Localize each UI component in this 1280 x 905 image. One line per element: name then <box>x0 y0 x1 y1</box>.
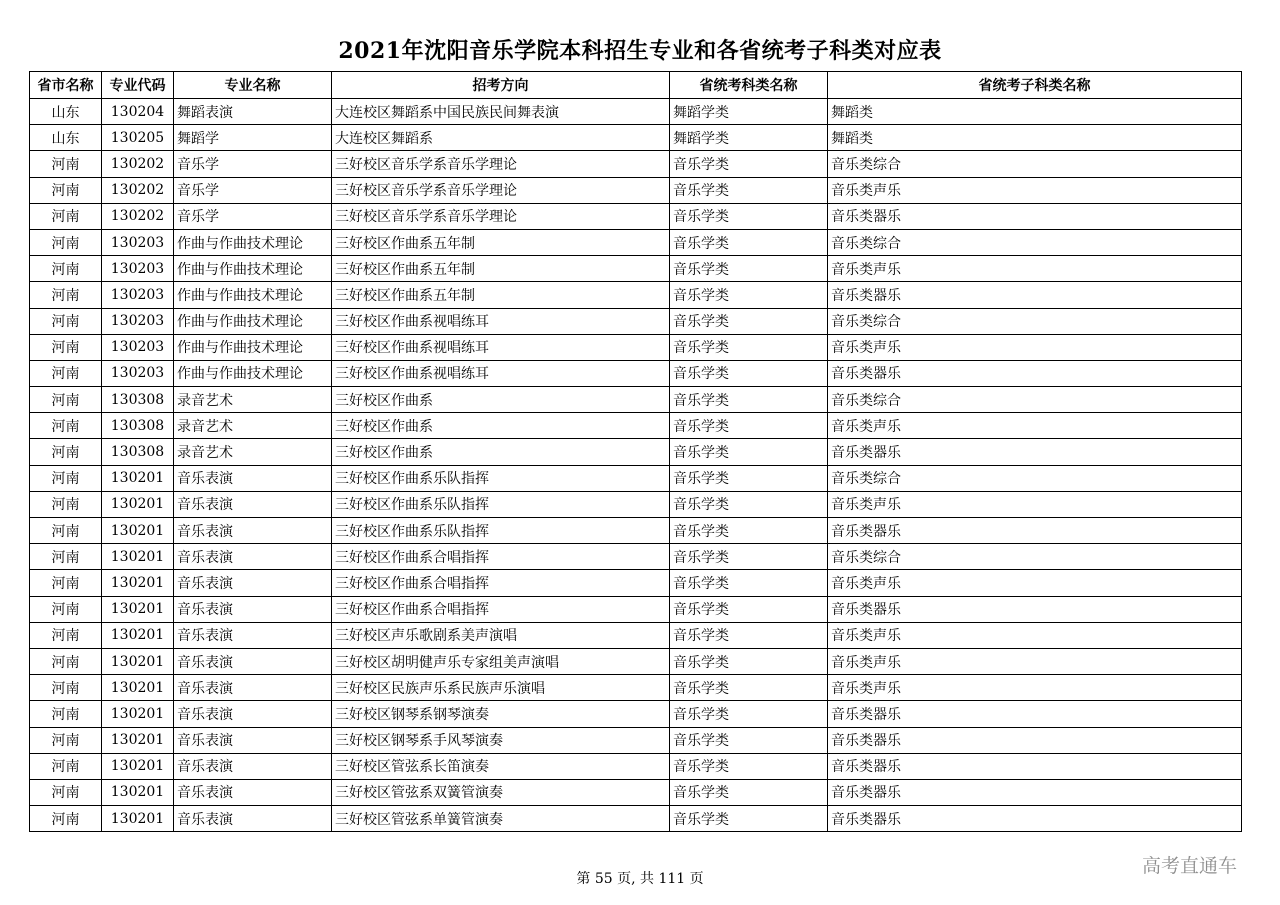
cell-major-code: 130201 <box>102 648 174 674</box>
cell-subcategory: 音乐类声乐 <box>828 648 1242 674</box>
cell-major-code: 130205 <box>102 125 174 151</box>
cell-category: 音乐学类 <box>670 203 828 229</box>
cell-major-code: 130308 <box>102 439 174 465</box>
cell-major-code: 130203 <box>102 334 174 360</box>
cell-major-name: 音乐表演 <box>174 491 332 517</box>
cell-major-name: 作曲与作曲技术理论 <box>174 229 332 255</box>
cell-province: 河南 <box>30 806 102 832</box>
cell-province: 河南 <box>30 177 102 203</box>
cell-province: 河南 <box>30 701 102 727</box>
cell-category: 音乐学类 <box>670 648 828 674</box>
cell-major-code: 130201 <box>102 806 174 832</box>
cell-major-name: 舞蹈学 <box>174 125 332 151</box>
cell-subcategory: 音乐类声乐 <box>828 177 1242 203</box>
cell-subcategory: 音乐类声乐 <box>828 413 1242 439</box>
table-row <box>30 360 1242 386</box>
cell-direction: 三好校区作曲系 <box>332 413 670 439</box>
cell-major-code: 130201 <box>102 491 174 517</box>
cell-major-name: 录音艺术 <box>174 439 332 465</box>
cell-province: 河南 <box>30 753 102 779</box>
cell-category: 音乐学类 <box>670 570 828 596</box>
cell-subcategory: 音乐类器乐 <box>828 203 1242 229</box>
cell-direction: 三好校区作曲系乐队指挥 <box>332 465 670 491</box>
cell-major-name: 音乐学 <box>174 151 332 177</box>
cell-province: 河南 <box>30 622 102 648</box>
cell-subcategory: 音乐类器乐 <box>828 727 1242 753</box>
cell-category: 音乐学类 <box>670 779 828 805</box>
cell-major-name: 作曲与作曲技术理论 <box>174 360 332 386</box>
cell-province: 河南 <box>30 465 102 491</box>
cell-subcategory: 音乐类综合 <box>828 308 1242 334</box>
cell-direction: 三好校区作曲系视唱练耳 <box>332 360 670 386</box>
cell-major-code: 130201 <box>102 701 174 727</box>
cell-subcategory: 音乐类综合 <box>828 229 1242 255</box>
cell-province: 河南 <box>30 518 102 544</box>
cell-major-name: 音乐表演 <box>174 518 332 544</box>
cell-province: 河南 <box>30 151 102 177</box>
table-row <box>30 308 1242 334</box>
cell-major-name: 作曲与作曲技术理论 <box>174 256 332 282</box>
cell-direction: 三好校区作曲系 <box>332 387 670 413</box>
cell-direction: 三好校区钢琴系钢琴演奏 <box>332 701 670 727</box>
cell-major-name: 音乐表演 <box>174 779 332 805</box>
cell-major-code: 130203 <box>102 282 174 308</box>
cell-major-name: 音乐表演 <box>174 806 332 832</box>
cell-major-name: 音乐表演 <box>174 727 332 753</box>
cell-direction: 三好校区民族声乐系民族声乐演唱 <box>332 675 670 701</box>
cell-province: 河南 <box>30 439 102 465</box>
cell-category: 音乐学类 <box>670 544 828 570</box>
cell-major-name: 音乐表演 <box>174 465 332 491</box>
column-header-category: 省统考科类名称 <box>670 72 828 99</box>
cell-direction: 三好校区音乐学系音乐学理论 <box>332 151 670 177</box>
cell-major-code: 130308 <box>102 413 174 439</box>
table-row <box>30 727 1242 753</box>
cell-major-name: 作曲与作曲技术理论 <box>174 282 332 308</box>
cell-subcategory: 音乐类器乐 <box>828 701 1242 727</box>
cell-subcategory: 音乐类声乐 <box>828 334 1242 360</box>
cell-major-code: 130201 <box>102 518 174 544</box>
cell-major-name: 音乐学 <box>174 203 332 229</box>
cell-major-code: 130203 <box>102 308 174 334</box>
cell-category: 音乐学类 <box>670 675 828 701</box>
cell-major-name: 作曲与作曲技术理论 <box>174 334 332 360</box>
cell-direction: 三好校区胡明健声乐专家组美声演唱 <box>332 648 670 674</box>
cell-subcategory: 舞蹈类 <box>828 99 1242 125</box>
cell-direction: 三好校区声乐歌剧系美声演唱 <box>332 622 670 648</box>
cell-category: 音乐学类 <box>670 177 828 203</box>
cell-major-name: 音乐表演 <box>174 648 332 674</box>
cell-subcategory: 音乐类器乐 <box>828 753 1242 779</box>
cell-category: 音乐学类 <box>670 727 828 753</box>
cell-category: 音乐学类 <box>670 334 828 360</box>
table-row <box>30 282 1242 308</box>
table-row <box>30 413 1242 439</box>
cell-province: 河南 <box>30 544 102 570</box>
table-row <box>30 465 1242 491</box>
cell-category: 音乐学类 <box>670 360 828 386</box>
cell-province: 河南 <box>30 491 102 517</box>
cell-category: 音乐学类 <box>670 518 828 544</box>
page-title: 2021年沈阳音乐学院本科招生专业和各省统考子科类对应表 <box>338 38 942 64</box>
table-row <box>30 125 1242 151</box>
cell-province: 河南 <box>30 308 102 334</box>
column-header-province: 省市名称 <box>30 72 102 99</box>
cell-province: 河南 <box>30 779 102 805</box>
cell-subcategory: 音乐类器乐 <box>828 282 1242 308</box>
cell-direction: 三好校区作曲系乐队指挥 <box>332 491 670 517</box>
table-header-row <box>30 72 1242 99</box>
cell-subcategory: 音乐类综合 <box>828 387 1242 413</box>
cell-category: 音乐学类 <box>670 256 828 282</box>
table-body <box>30 99 1242 832</box>
cell-major-name: 音乐表演 <box>174 753 332 779</box>
cell-subcategory: 舞蹈类 <box>828 125 1242 151</box>
table-row <box>30 622 1242 648</box>
cell-major-code: 130201 <box>102 675 174 701</box>
cell-major-name: 作曲与作曲技术理论 <box>174 308 332 334</box>
cell-major-code: 130203 <box>102 229 174 255</box>
cell-direction: 三好校区作曲系视唱练耳 <box>332 308 670 334</box>
table-row <box>30 177 1242 203</box>
cell-direction: 三好校区管弦系双簧管演奏 <box>332 779 670 805</box>
cell-direction: 三好校区音乐学系音乐学理论 <box>332 177 670 203</box>
cell-category: 音乐学类 <box>670 806 828 832</box>
cell-major-name: 音乐表演 <box>174 622 332 648</box>
column-header-direction: 招考方向 <box>332 72 670 99</box>
cell-major-code: 130201 <box>102 622 174 648</box>
cell-subcategory: 音乐类声乐 <box>828 570 1242 596</box>
table-row <box>30 753 1242 779</box>
cell-major-code: 130201 <box>102 544 174 570</box>
cell-province: 河南 <box>30 675 102 701</box>
table-row <box>30 439 1242 465</box>
cell-category: 音乐学类 <box>670 229 828 255</box>
cell-direction: 三好校区作曲系合唱指挥 <box>332 596 670 622</box>
cell-direction: 三好校区作曲系乐队指挥 <box>332 518 670 544</box>
table-row <box>30 648 1242 674</box>
table-row <box>30 203 1242 229</box>
page-footer: 第 55 页, 共 111 页 <box>576 871 704 887</box>
mapping-table <box>29 71 1242 832</box>
cell-category: 音乐学类 <box>670 413 828 439</box>
table-row <box>30 570 1242 596</box>
cell-subcategory: 音乐类器乐 <box>828 596 1242 622</box>
cell-subcategory: 音乐类器乐 <box>828 806 1242 832</box>
cell-category: 音乐学类 <box>670 622 828 648</box>
cell-subcategory: 音乐类声乐 <box>828 675 1242 701</box>
cell-major-code: 130203 <box>102 360 174 386</box>
table-row <box>30 491 1242 517</box>
cell-province: 河南 <box>30 648 102 674</box>
cell-category: 音乐学类 <box>670 387 828 413</box>
cell-direction: 大连校区舞蹈系中国民族民间舞表演 <box>332 99 670 125</box>
cell-major-name: 舞蹈表演 <box>174 99 332 125</box>
cell-direction: 三好校区音乐学系音乐学理论 <box>332 203 670 229</box>
cell-direction: 三好校区作曲系合唱指挥 <box>332 544 670 570</box>
cell-subcategory: 音乐类声乐 <box>828 256 1242 282</box>
cell-major-code: 130201 <box>102 596 174 622</box>
cell-province: 河南 <box>30 596 102 622</box>
table-row <box>30 387 1242 413</box>
cell-subcategory: 音乐类综合 <box>828 465 1242 491</box>
cell-direction: 三好校区钢琴系手风琴演奏 <box>332 727 670 753</box>
cell-category: 音乐学类 <box>670 282 828 308</box>
cell-province: 河南 <box>30 387 102 413</box>
cell-major-code: 130308 <box>102 387 174 413</box>
cell-province: 山东 <box>30 125 102 151</box>
cell-subcategory: 音乐类器乐 <box>828 779 1242 805</box>
cell-direction: 三好校区作曲系视唱练耳 <box>332 334 670 360</box>
column-header-major-code: 专业代码 <box>102 72 174 99</box>
cell-province: 山东 <box>30 99 102 125</box>
cell-major-name: 音乐表演 <box>174 570 332 596</box>
table-row <box>30 596 1242 622</box>
cell-subcategory: 音乐类声乐 <box>828 491 1242 517</box>
cell-category: 音乐学类 <box>670 308 828 334</box>
cell-category: 舞蹈学类 <box>670 99 828 125</box>
cell-category: 音乐学类 <box>670 465 828 491</box>
cell-category: 音乐学类 <box>670 439 828 465</box>
cell-major-name: 录音艺术 <box>174 413 332 439</box>
cell-major-name: 音乐表演 <box>174 544 332 570</box>
table-row <box>30 256 1242 282</box>
cell-major-name: 录音艺术 <box>174 387 332 413</box>
cell-province: 河南 <box>30 413 102 439</box>
cell-major-code: 130201 <box>102 779 174 805</box>
table-row <box>30 806 1242 832</box>
table-row <box>30 99 1242 125</box>
cell-subcategory: 音乐类器乐 <box>828 360 1242 386</box>
cell-direction: 三好校区管弦系长笛演奏 <box>332 753 670 779</box>
cell-direction: 三好校区作曲系五年制 <box>332 229 670 255</box>
cell-major-code: 130201 <box>102 753 174 779</box>
table-row <box>30 151 1242 177</box>
cell-direction: 三好校区作曲系五年制 <box>332 282 670 308</box>
cell-major-code: 130201 <box>102 727 174 753</box>
cell-subcategory: 音乐类器乐 <box>828 518 1242 544</box>
cell-province: 河南 <box>30 229 102 255</box>
cell-major-code: 130202 <box>102 151 174 177</box>
cell-major-name: 音乐表演 <box>174 675 332 701</box>
table-row <box>30 518 1242 544</box>
cell-direction: 三好校区管弦系单簧管演奏 <box>332 806 670 832</box>
cell-direction: 大连校区舞蹈系 <box>332 125 670 151</box>
table-row <box>30 779 1242 805</box>
column-header-major-name: 专业名称 <box>174 72 332 99</box>
table-row <box>30 701 1242 727</box>
cell-province: 河南 <box>30 256 102 282</box>
cell-province: 河南 <box>30 360 102 386</box>
column-header-subcategory: 省统考子科类名称 <box>828 72 1242 99</box>
cell-category: 音乐学类 <box>670 491 828 517</box>
watermark-logo: 高考直通车 <box>1142 855 1238 877</box>
table-row <box>30 675 1242 701</box>
cell-major-name: 音乐表演 <box>174 596 332 622</box>
cell-province: 河南 <box>30 282 102 308</box>
cell-subcategory: 音乐类综合 <box>828 151 1242 177</box>
cell-subcategory: 音乐类综合 <box>828 544 1242 570</box>
cell-province: 河南 <box>30 727 102 753</box>
cell-category: 音乐学类 <box>670 701 828 727</box>
cell-direction: 三好校区作曲系 <box>332 439 670 465</box>
cell-major-code: 130201 <box>102 465 174 491</box>
cell-major-name: 音乐学 <box>174 177 332 203</box>
cell-direction: 三好校区作曲系合唱指挥 <box>332 570 670 596</box>
cell-category: 音乐学类 <box>670 151 828 177</box>
cell-major-name: 音乐表演 <box>174 701 332 727</box>
cell-province: 河南 <box>30 203 102 229</box>
cell-province: 河南 <box>30 334 102 360</box>
cell-major-code: 130203 <box>102 256 174 282</box>
cell-major-code: 130204 <box>102 99 174 125</box>
cell-category: 音乐学类 <box>670 596 828 622</box>
cell-province: 河南 <box>30 570 102 596</box>
cell-subcategory: 音乐类器乐 <box>828 439 1242 465</box>
cell-major-code: 130201 <box>102 570 174 596</box>
table-row <box>30 229 1242 255</box>
cell-direction: 三好校区作曲系五年制 <box>332 256 670 282</box>
cell-category: 音乐学类 <box>670 753 828 779</box>
cell-major-code: 130202 <box>102 177 174 203</box>
table-row <box>30 544 1242 570</box>
cell-category: 舞蹈学类 <box>670 125 828 151</box>
table-row <box>30 334 1242 360</box>
cell-major-code: 130202 <box>102 203 174 229</box>
cell-subcategory: 音乐类声乐 <box>828 622 1242 648</box>
